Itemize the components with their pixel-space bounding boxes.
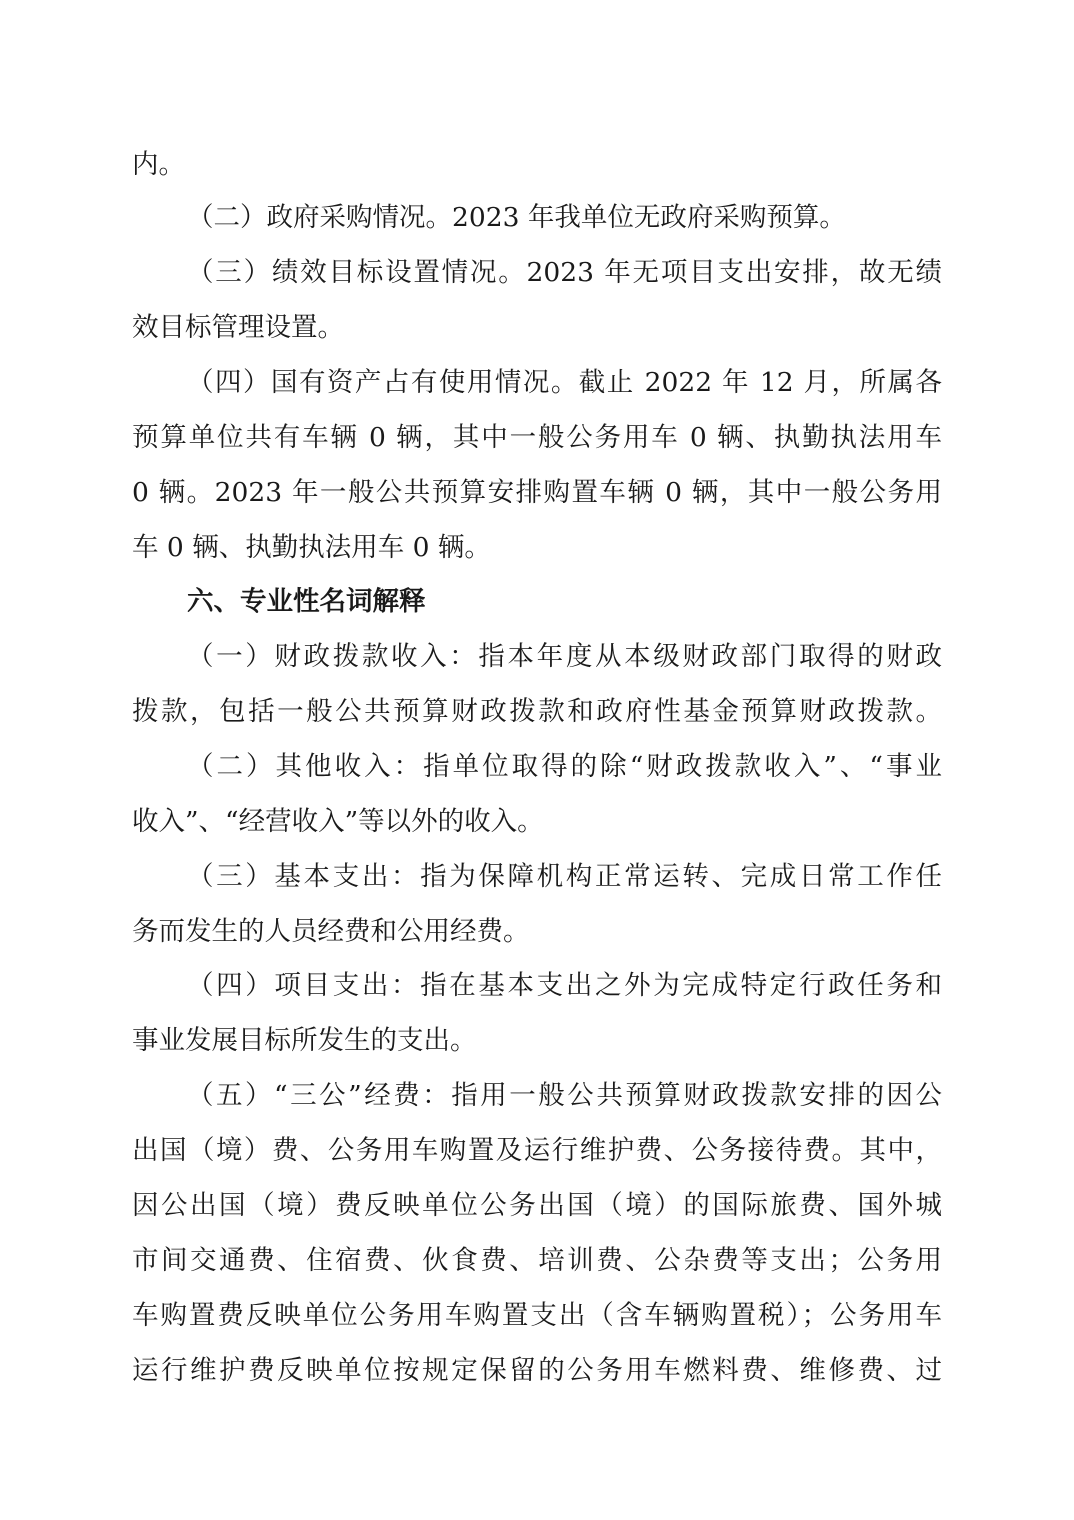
text-line: （三）基本支出：指为保障机构正常运转、完成日常工作任 xyxy=(187,861,942,892)
text-line: 内。 xyxy=(132,149,185,180)
text-line: 车 0 辆、执勤执法用车 0 辆。 xyxy=(132,532,491,563)
text-line: 事业发展目标所发生的支出。 xyxy=(132,1025,477,1056)
text-line: 效目标管理设置。 xyxy=(132,312,344,343)
text-line: （五）“三公”经费：指用一般公共预算财政拨款安排的因公 xyxy=(187,1080,942,1111)
text-line: （四）项目支出：指在基本支出之外为完成特定行政任务和 xyxy=(187,970,942,1001)
text-line: （一）财政拨款收入：指本年度从本级财政部门取得的财政 xyxy=(187,641,942,672)
text-line: 务而发生的人员经费和公用经费。 xyxy=(132,916,530,947)
text-line: 预算单位共有车辆 0 辆，其中一般公务用车 0 辆、执勤执法用车 xyxy=(132,422,942,453)
text-line: 拨款，包括一般公共预算财政拨款和政府性基金预算财政拨款。 xyxy=(132,696,942,727)
text-line: 因公出国（境）费反映单位公务出国（境）的国际旅费、国外城 xyxy=(132,1190,942,1221)
text-line: 运行维护费反映单位按规定保留的公务用车燃料费、维修费、过 xyxy=(132,1355,942,1386)
text-line: 市间交通费、住宿费、伙食费、培训费、公杂费等支出；公务用 xyxy=(132,1245,942,1276)
text-line: （二）政府采购情况。2023 年我单位无政府采购预算。 xyxy=(187,202,846,233)
text-line: （三）绩效目标设置情况。2023 年无项目支出安排，故无绩 xyxy=(187,257,942,288)
text-line: 收入”、“经营收入”等以外的收入。 xyxy=(132,806,544,837)
section-heading: 六、专业性名词解释 xyxy=(187,586,426,617)
text-line: 0 辆。2023 年一般公共预算安排购置车辆 0 辆，其中一般公务用 xyxy=(132,477,942,508)
text-line: （二）其他收入：指单位取得的除“财政拨款收入”、“事业 xyxy=(187,751,942,782)
text-line: （四）国有资产占有使用情况。截止 2022 年 12 月，所属各 xyxy=(187,367,942,398)
text-line: 车购置费反映单位公务用车购置支出（含车辆购置税）；公务用车 xyxy=(132,1300,942,1331)
text-line: 出国（境）费、公务用车购置及运行维护费、公务接待费。其中， xyxy=(132,1135,942,1166)
